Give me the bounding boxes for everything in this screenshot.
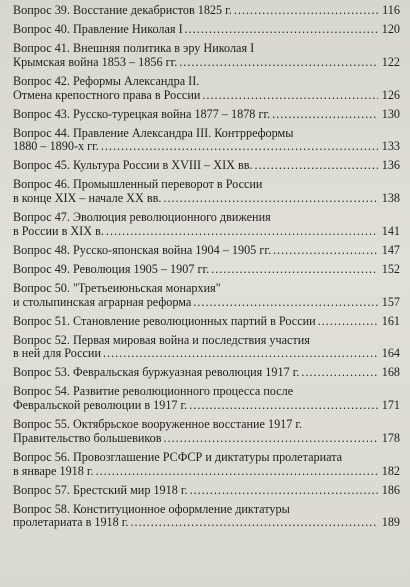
toc-entry-title: Вопрос 57. Брестский мир 1918 г. — [13, 482, 188, 497]
dot-leader — [185, 23, 378, 37]
toc-entry-line — [13, 418, 400, 432]
toc-entry-line — [13, 23, 400, 37]
dot-leader — [318, 315, 378, 329]
toc-entry-line — [13, 42, 400, 56]
dot-leader — [301, 366, 378, 380]
toc-entry — [13, 418, 400, 446]
toc-entry-title: Вопрос 58. Конституционное оформление диктатуры — [13, 501, 290, 516]
toc-entry-title: Правительство большевиков — [13, 430, 162, 445]
dot-leader — [106, 225, 378, 239]
toc-entry-line — [13, 484, 400, 498]
toc-entry-title: Вопрос 51. Становление революционных партий в России — [13, 313, 316, 328]
toc-page-number: 178 — [381, 430, 400, 445]
toc-entry — [13, 451, 400, 479]
toc-entry-line — [13, 244, 400, 258]
toc-entry-title: пролетариата в 1918 г. — [13, 515, 129, 530]
toc-entry-line — [13, 432, 400, 446]
toc-page-number: 147 — [381, 242, 400, 257]
toc-entry — [13, 127, 400, 155]
toc-entry-title: Отмена крепостного права в России — [13, 87, 201, 102]
toc-entry-line — [13, 56, 400, 70]
toc-entry-line — [13, 263, 400, 277]
dot-leader — [202, 89, 378, 103]
toc-entry — [13, 503, 400, 531]
toc-entry-line — [13, 127, 400, 141]
toc-entry-title: Вопрос 48. Русско-японская война 1904 – 1905 гг. — [13, 242, 271, 257]
dot-leader — [96, 465, 378, 479]
dot-leader — [103, 347, 378, 361]
toc-entry-title: Вопрос 41. Внешняя политика в эру Николая I — [13, 40, 255, 55]
toc-entry-title: Вопрос 49. Революция 1905 – 1907 гг. — [13, 261, 210, 276]
toc-entry — [13, 334, 400, 362]
toc-entry-line — [13, 178, 400, 192]
toc-entry-line — [13, 296, 400, 310]
toc-entry-title: в январе 1918 г. — [13, 463, 94, 478]
toc-page-number: 161 — [381, 313, 400, 328]
toc-entry-title: Крымская война 1853 – 1856 гг. — [13, 54, 178, 69]
toc-entry-title: Вопрос 39. Восстание декабристов 1825 г. — [13, 3, 232, 17]
toc-entry-line — [13, 399, 400, 413]
toc-page-number: 157 — [381, 294, 400, 309]
toc-entry — [13, 484, 400, 498]
toc-entry-title: Вопрос 47. Эволюция революционного движения — [13, 210, 271, 225]
toc-entry-title: Вопрос 44. Правление Александра III. Контрреформы — [13, 125, 294, 140]
toc-page-number: 186 — [381, 482, 400, 497]
dot-leader — [189, 399, 378, 413]
toc-entry — [13, 23, 400, 37]
toc-entry-line — [13, 108, 400, 122]
toc-entry-line — [13, 465, 400, 479]
toc-entry-title: в России в XIX в. — [13, 223, 104, 238]
toc-entry — [13, 366, 400, 380]
toc-entry-title: и столыпинская аграрная реформа — [13, 294, 192, 309]
toc-entry-title: Вопрос 56. Провозглашение РСФСР и диктатуры пролетариата — [13, 449, 343, 464]
toc-entry-line — [13, 334, 400, 348]
toc-entry-title: Вопрос 52. Первая мировая война и последствия участия — [13, 332, 310, 347]
dot-leader — [179, 56, 378, 70]
toc-entry-line — [13, 75, 400, 89]
toc-entry — [13, 211, 400, 239]
toc-page-number: 189 — [381, 515, 400, 530]
toc-entry — [13, 244, 400, 258]
toc-entry-title: Вопрос 40. Правление Николая I — [13, 21, 183, 36]
dot-leader — [193, 296, 378, 310]
toc-entry — [13, 315, 400, 329]
toc-entry-title: Вопрос 53. Февральская буржуазная революция 1917 г. — [13, 365, 300, 380]
toc-entry-title: Вопрос 50. "Третьеиюньская монархия" — [13, 280, 221, 295]
toc-list — [13, 4, 400, 530]
toc-page-number: 136 — [381, 158, 400, 173]
toc-entry — [13, 178, 400, 206]
toc-entry-title: Вопрос 42. Реформы Александра II. — [13, 73, 200, 88]
toc-page-number: 152 — [381, 261, 400, 276]
toc-page-number: 122 — [381, 54, 400, 69]
toc-page-number: 182 — [381, 463, 400, 478]
toc-entry-line — [13, 4, 400, 18]
dot-leader — [190, 484, 378, 498]
toc-entry-line — [13, 385, 400, 399]
toc-page-number: 138 — [381, 191, 400, 206]
toc-entry-title: в конце XIX – начале XX вв. — [13, 191, 162, 206]
toc-entry-title: Вопрос 45. Культура России в XVIII – XIX вв. — [13, 158, 253, 173]
toc-entry — [13, 282, 400, 310]
dot-leader — [130, 516, 378, 530]
toc-entry — [13, 385, 400, 413]
toc-page-number: 126 — [381, 87, 400, 102]
toc-entry-line — [13, 451, 400, 465]
toc-entry-line — [13, 347, 400, 361]
toc-entry-line — [13, 282, 400, 296]
toc-entry-line — [13, 159, 400, 173]
toc-entry — [13, 42, 400, 70]
toc-entry-title: 1880 – 1890-х гг. — [13, 139, 99, 154]
toc-entry — [13, 75, 400, 103]
dot-leader — [255, 159, 378, 173]
toc-page-number: 133 — [381, 139, 400, 154]
toc-entry-line — [13, 516, 400, 530]
toc-entry-title: Февральской революции в 1917 г. — [13, 398, 188, 413]
toc-page-number: 116 — [382, 3, 400, 17]
toc-entry — [13, 263, 400, 277]
toc-page-number: 120 — [381, 21, 400, 36]
toc-entry-line — [13, 503, 400, 517]
toc-page-number: 141 — [381, 223, 400, 238]
toc-page-number: 130 — [381, 106, 400, 121]
toc-entry-title: Вопрос 46. Промышленный переворот в России — [13, 177, 263, 192]
dot-leader — [101, 140, 378, 154]
toc-entry — [13, 4, 400, 18]
toc-entry — [13, 108, 400, 122]
toc-entry-line — [13, 225, 400, 239]
toc-entry — [13, 159, 400, 173]
toc-page-number: 164 — [381, 346, 400, 361]
toc-entry-title: в ней для России — [13, 346, 101, 361]
toc-entry-line — [13, 315, 400, 329]
dot-leader — [163, 192, 378, 206]
toc-entry-title: Вопрос 43. Русско-турецкая война 1877 – 1878 гг. — [13, 106, 271, 121]
toc-entry-title: Вопрос 54. Развитие революционного процесса после — [13, 384, 294, 399]
toc-entry-line — [13, 140, 400, 154]
toc-entry-line — [13, 89, 400, 103]
toc-entry-line — [13, 192, 400, 206]
dot-leader — [211, 263, 378, 277]
toc-entry-title: Вопрос 55. Октябрьское вооруженное восстание 1917 г. — [13, 417, 303, 432]
dot-leader — [164, 432, 379, 446]
dot-leader — [273, 244, 378, 258]
toc-page-number: 171 — [381, 398, 400, 413]
dot-leader — [234, 4, 378, 18]
dot-leader — [272, 108, 378, 122]
toc-page-number: 168 — [381, 365, 400, 380]
toc-entry-line — [13, 366, 400, 380]
toc-entry-line — [13, 211, 400, 225]
